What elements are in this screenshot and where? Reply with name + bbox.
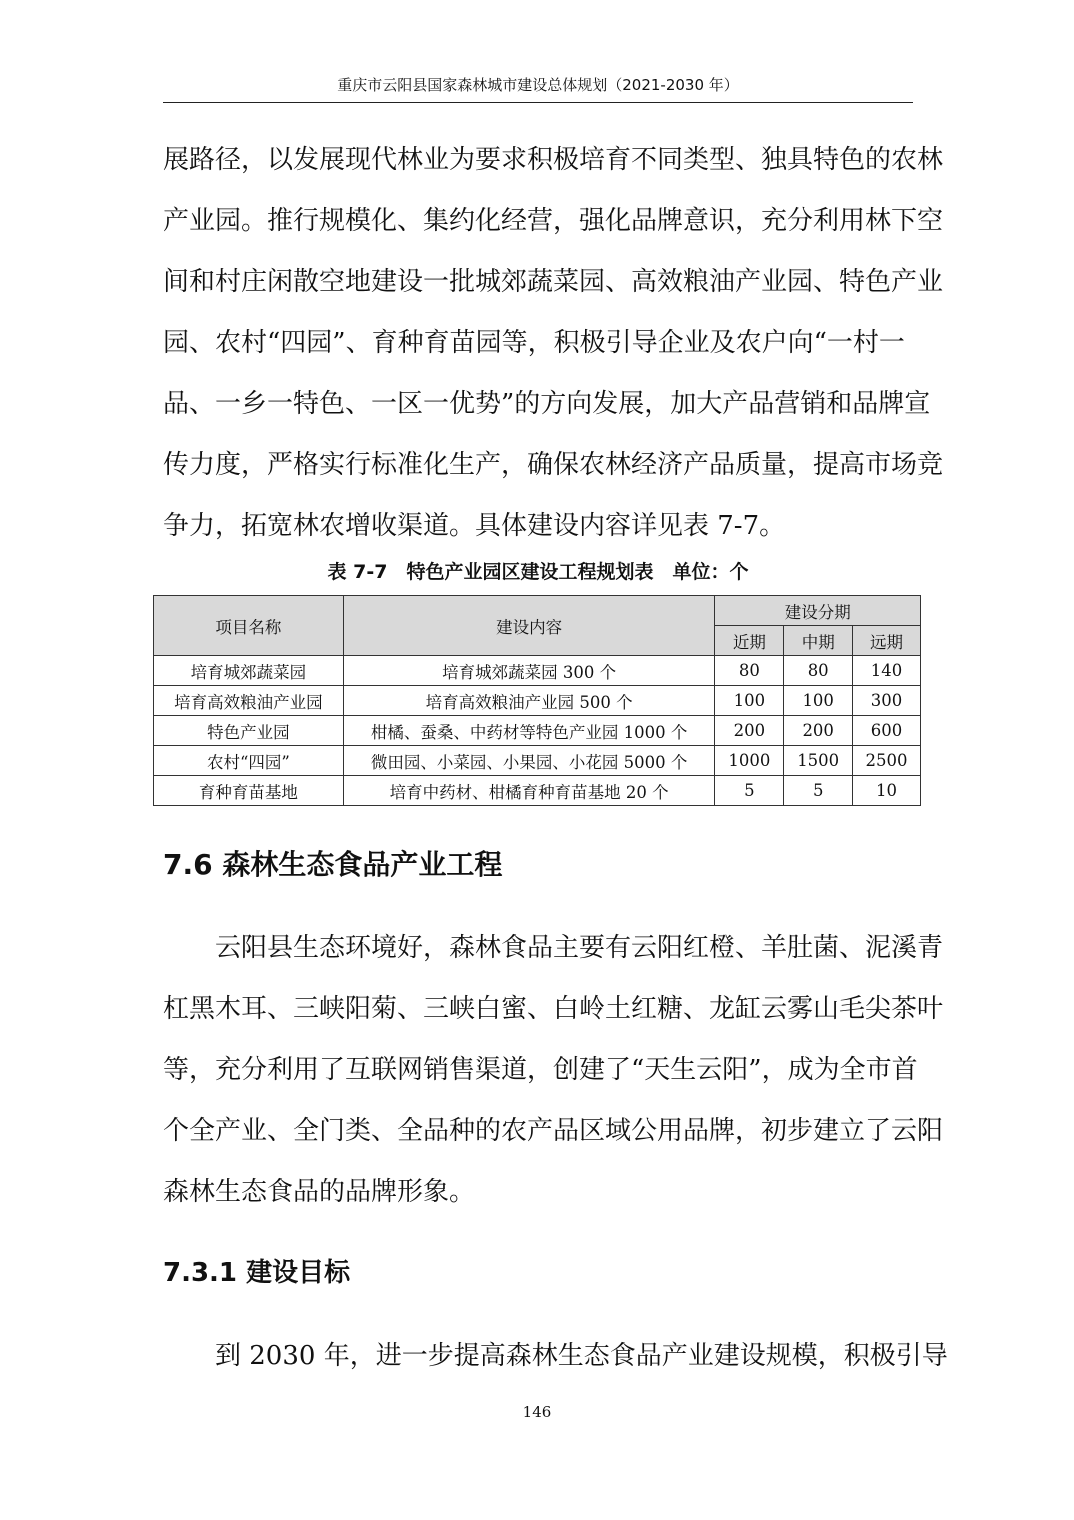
paragraph-line: 产业园。推行规模化、集约化经营，强化品牌意识，充分利用林下空: [163, 206, 944, 236]
paragraph-line: 到 2030 年，进一步提高森林生态食品产业建设规模，积极引导: [215, 1341, 948, 1371]
header-far: 远期: [853, 626, 921, 656]
cell-mid: 1500: [784, 746, 853, 776]
paragraph-line: 云阳县生态环境好，森林食品主要有云阳红橙、羊肚菌、泥溪青: [215, 933, 944, 963]
header-near: 近期: [715, 626, 784, 656]
page-number: 146: [522, 1403, 552, 1421]
cell-name: 培育城郊蔬菜园: [154, 656, 344, 686]
paragraph-line: 森林生态食品的品牌形象。: [163, 1177, 476, 1207]
cell-name: 特色产业园: [154, 716, 344, 746]
table-row: [154, 686, 921, 716]
cell-mid: 100: [784, 686, 853, 716]
cell-mid: 5: [784, 776, 853, 806]
cell-mid: 80: [784, 656, 853, 686]
table-caption: 表 7-7 特色产业园区建设工程规划表 单位：个: [327, 561, 749, 583]
cell-name: 育种育苗基地: [154, 776, 344, 806]
paragraph-2: [163, 918, 944, 1223]
cell-far: 10: [853, 776, 921, 806]
paragraph-line: 杠黑木耳、三峡阳菊、三峡白蜜、白岭土红糖、龙缸云雾山毛尖茶叶: [163, 994, 944, 1024]
cell-near: 200: [715, 716, 784, 746]
table-row: [154, 716, 921, 746]
cell-content: 微田园、小菜园、小果园、小花园 5000 个: [343, 746, 715, 776]
cell-near: 100: [715, 686, 784, 716]
section-heading: 7.6 森林生态食品产业工程: [163, 848, 503, 881]
cell-content: 培育中药材、柑橘育种育苗基地 20 个: [343, 776, 715, 806]
cell-far: 600: [853, 716, 921, 746]
table-row: [154, 656, 921, 686]
header-content: 建设内容: [343, 596, 715, 656]
cell-name: 农村“四园”: [154, 746, 344, 776]
paragraph-1: [163, 130, 944, 557]
cell-content: 培育城郊蔬菜园 300 个: [343, 656, 715, 686]
header-name: 项目名称: [154, 596, 344, 656]
header-mid: 中期: [784, 626, 853, 656]
paragraph-line: 个全产业、全门类、全品种的农产品区域公用品牌，初步建立了云阳: [163, 1116, 944, 1146]
cell-mid: 200: [784, 716, 853, 746]
paragraph-line: 展路径，以发展现代林业为要求积极培育不同类型、独具特色的农林: [163, 145, 944, 175]
cell-near: 80: [715, 656, 784, 686]
cell-content: 培育高效粮油产业园 500 个: [343, 686, 715, 716]
table-row: [154, 746, 921, 776]
cell-name: 培育高效粮油产业园: [154, 686, 344, 716]
paragraph-line: 争力，拓宽林农增收渠道。具体建设内容详见表 7-7。: [163, 511, 786, 541]
plan-table: [153, 595, 921, 806]
cell-far: 140: [853, 656, 921, 686]
paragraph-3: [163, 1326, 948, 1387]
paragraph-line: 品、一乡一特色、一区一优势”的方向发展，加大产品营销和品牌宣: [163, 389, 931, 419]
header-phase: 建设分期: [715, 596, 921, 626]
header-title: 重庆市云阳县国家森林城市建设总体规划（2021-2030 年）: [337, 76, 739, 94]
cell-far: 300: [853, 686, 921, 716]
table-row: [154, 776, 921, 806]
page-header: [163, 72, 913, 103]
paragraph-line: 间和村庄闲散空地建设一批城郊蔬菜园、高效粮油产业园、特色产业: [163, 267, 944, 297]
subsection-heading: 7.3.1 建设目标: [163, 1258, 351, 1288]
cell-far: 2500: [853, 746, 921, 776]
cell-content: 柑橘、蚕桑、中药材等特色产业园 1000 个: [343, 716, 715, 746]
paragraph-line: 园、农村“四园”、育种育苗园等，积极引导企业及农户向“一村一: [163, 328, 905, 358]
paragraph-line: 传力度，严格实行标准化生产，确保农林经济产品质量，提高市场竞: [163, 450, 944, 480]
cell-near: 5: [715, 776, 784, 806]
paragraph-line: 等，充分利用了互联网销售渠道，创建了“天生云阳”，成为全市首: [163, 1055, 918, 1085]
cell-near: 1000: [715, 746, 784, 776]
